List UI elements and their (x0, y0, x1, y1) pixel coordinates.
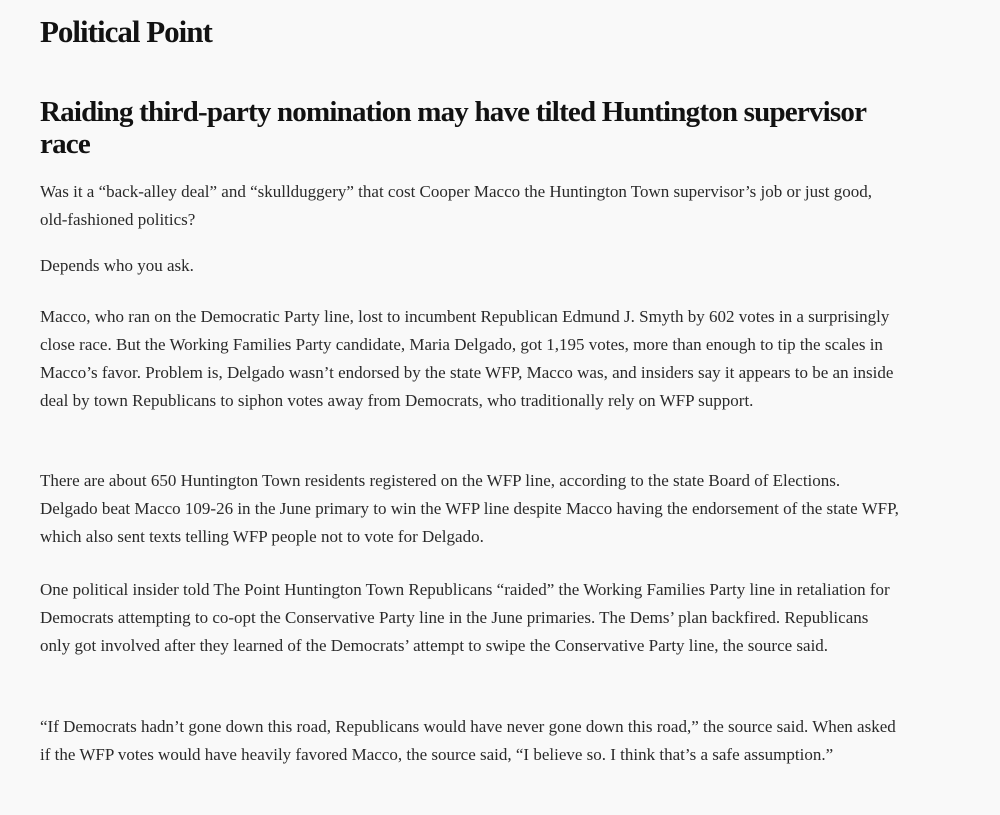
article-paragraph: Macco, who ran on the Democratic Party line, lost to incumbent Republican Edmund J. Smyth by 602 votes in a surprisingly close race. But the Working Families Party candidate, Maria Delgado, got 1,195 votes, more than enough to tip the scales in Macco’s favor. Problem is, Delgado wasn’t endorsed by the state WFP, Macco was, and insiders say it appears to be an inside deal by town Republicans to siphon votes away from Democrats, who traditionally rely on WFP support. (40, 307, 894, 410)
article-paragraph: Was it a “back-alley deal” and “skullduggery” that cost Cooper Macco the Huntington Town supervisor’s job or just good, old-fashioned politics? (40, 182, 872, 229)
section-title: Political Point (40, 14, 212, 49)
article-paragraph: “If Democrats hadn’t gone down this road, Republicans would have never gone down this road,” the source said. When asked if the WFP votes would have heavily favored Macco, the source said, “I believe so. I think that’s a safe assumption.” (40, 717, 896, 764)
article-paragraph: Depends who you ask. (40, 256, 194, 275)
article-headline: Raiding third-party nomination may have tilted Huntington supervisor race (40, 96, 866, 160)
article-paragraph: There are about 650 Huntington Town residents registered on the WFP line, according to the state Board of Elections. Delgado beat Macco 109-26 in the June primary to win the WFP line despite Macco having the endorsement of the state WFP, which also sent texts telling WFP people not to vote for Delgado. (40, 471, 899, 546)
article-paragraph: One political insider told The Point Huntington Town Republicans “raided” the Working Families Party line in retaliation for Democrats attempting to co-opt the Conservative Party line in the June primaries. The Dems’ plan backfired. Republicans only got involved after they learned of the Democrats’ attempt to swipe the Conservative Party line, the source said. (40, 580, 890, 655)
